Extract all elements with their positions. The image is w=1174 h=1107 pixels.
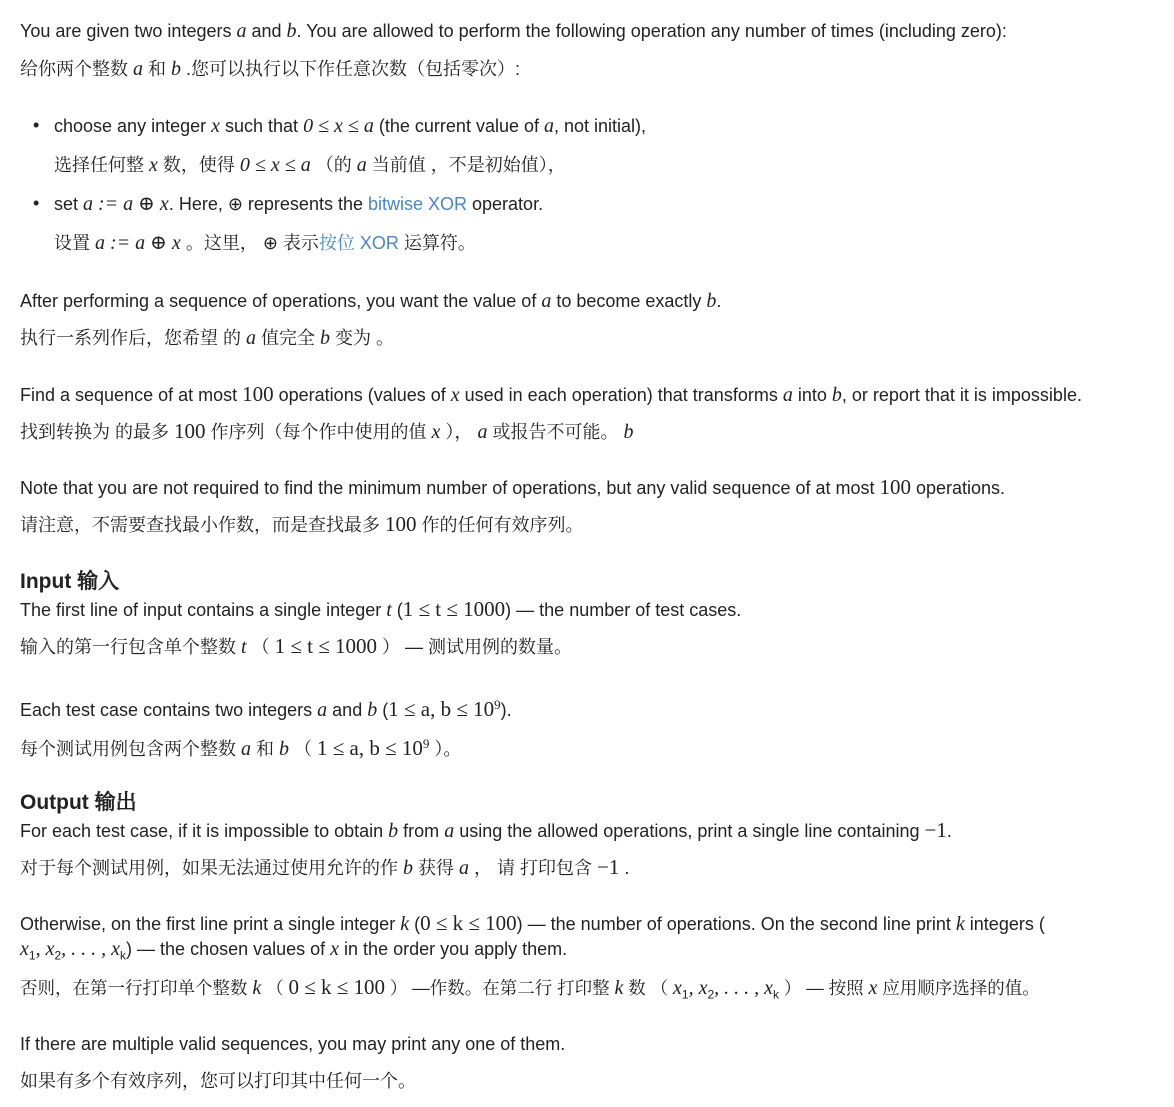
task-zh: 找到转换为 的最多 100 作序列（每个作中使用的值 x ）， a 或报告不可能。 b xyxy=(20,419,634,443)
intro-zh: 给你两个整数 a 和 b .您可以执行以下作任意次数（包括零次）: xyxy=(20,58,521,80)
bullet-2-zh: 设置 a := a ⊕ x 。这里， ⊕ 表示按位 XOR 运算符。 xyxy=(54,232,476,254)
note-zh: 请注意，不需要查找最小作数，而是查找最多 100 作的任何有效序列。 xyxy=(20,512,584,536)
bullet-2-en: set a := a ⊕ x. Here, ⊕ represents the bitwise XOR operator. xyxy=(54,193,544,215)
bitwise-xor-link-zh[interactable]: 按位 XOR xyxy=(318,233,399,253)
output-line2b-en: $x_1$, $x_2$, . . . , $x_k$) — the chosen values of x in the order you apply them. xyxy=(20,938,568,963)
output-line1-zh: 对于每个测试用例，如果无法通过使用允许的作 b 获得 a ， 请 打印包含 −1 . xyxy=(20,855,630,879)
output-line2-en: Otherwise, on the first line print a single integer k (0 ≤ k ≤ 100) — the number of operations. On the second line print k integers ( xyxy=(20,911,1045,935)
input-line1-zh: 输入的第一行包含单个整数 t （ 1 ≤ t ≤ 1000 ） — 测试用例的数量。 xyxy=(20,634,572,658)
output-line3-en: If there are multiple valid sequences, you may print any one of them. xyxy=(20,1034,566,1054)
bitwise-xor-link[interactable]: bitwise XOR xyxy=(367,194,468,214)
note-en: Note that you are not required to find the minimum number of operations, but any valid sequence of at most 100 operations. xyxy=(20,475,1006,499)
goal-en: After performing a sequence of operations, you want the value of a to become exactly b. xyxy=(20,290,722,312)
output-line3-zh: 如果有多个有效序列，您可以打印其中任何一个。 xyxy=(20,1071,416,1091)
bullet-1-en: choose any integer x such that 0 ≤ x ≤ a (the current value of a, not initial), xyxy=(54,115,647,137)
input-line2-en: Each test case contains two integers a and b (1 ≤ a, $b \le 10^9$). xyxy=(20,697,512,721)
input-line2-zh: 每个测试用例包含两个整数 a 和 b （ 1 ≤ a, $b \le 10^9$ ）。 xyxy=(20,736,462,760)
input-line1-en: The first line of input contains a single integer t (1 ≤ t ≤ 1000) — the number of test cases. xyxy=(20,597,742,621)
output-line1-en: For each test case, if it is impossible to obtain b from a using the allowed operations, print a single line containing −1. xyxy=(20,818,952,842)
output-line2-zh: 否则，在第一行打印单个整数 k （ 0 ≤ k ≤ 100 ） —作数。在第二行 打印整 k 数 （ $x_1$, $x_2$, . . . , $x_k$ ） — 按照 x 应用顺序选择的值。 xyxy=(20,975,1040,1002)
bullet-dot: • xyxy=(33,115,40,135)
bullet-1-zh: 选择任何整 x 数，使得 0 ≤ x ≤ a （的 a 当前值 ，不是初始值）， xyxy=(54,154,566,176)
output-heading: Output 输出 xyxy=(20,791,137,814)
intro-en: You are given two integers a and b. You are allowed to perform the following operation any number of times (including zero): xyxy=(20,20,1007,42)
input-heading: Input 输入 xyxy=(20,570,120,593)
task-en: Find a sequence of at most 100 operations (values of x used in each operation) that transforms a into b, or report that it is impossible. xyxy=(20,382,1082,406)
goal-zh: 执行一系列作后，您希望 的 a 值完全 b 变为 。 xyxy=(20,327,395,349)
bullet-dot: • xyxy=(33,193,40,213)
